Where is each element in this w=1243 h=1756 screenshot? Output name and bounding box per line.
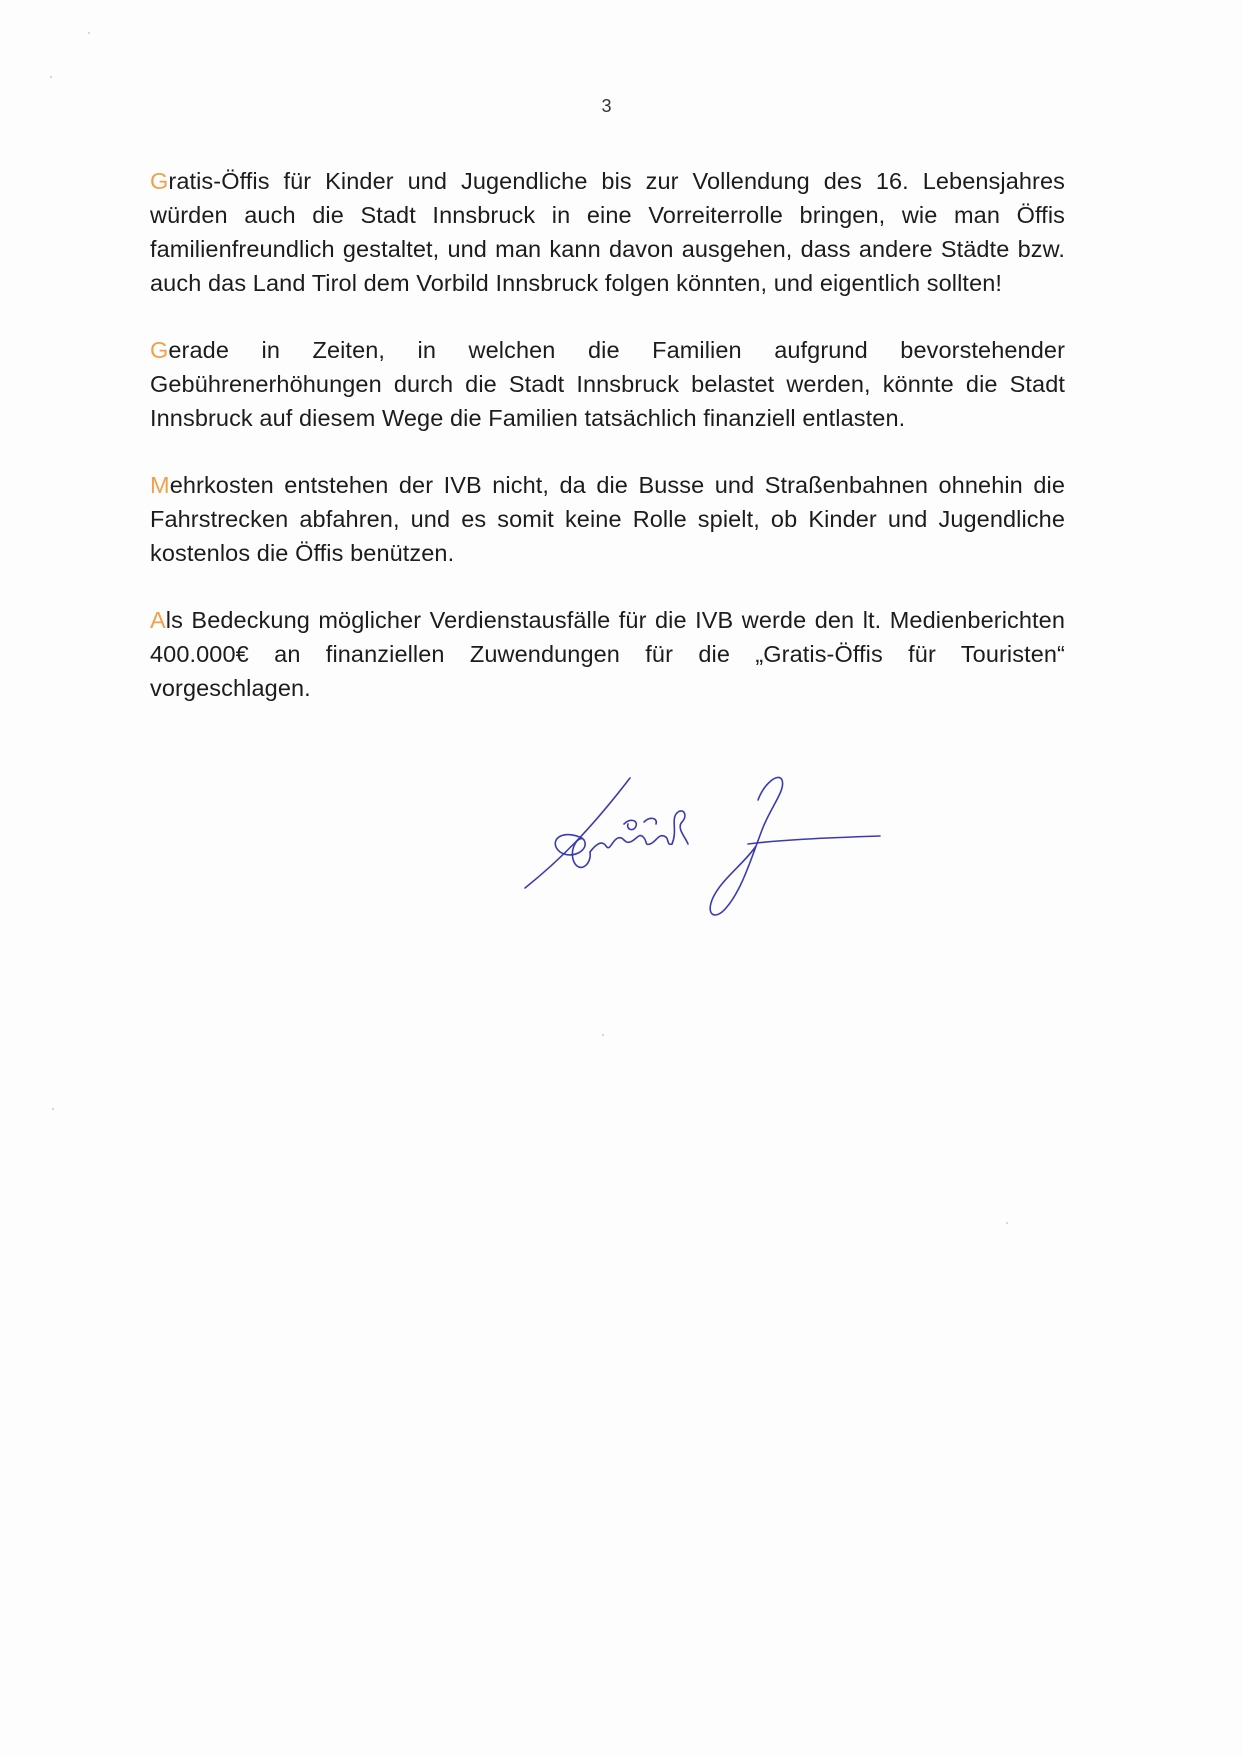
paragraph-initial: G [150,168,169,194]
paragraph-gratis-oeffis [150,164,1065,300]
paragraph-bedeckung [150,603,1065,705]
paragraph-text: ls Bedeckung möglicher Verdienstausfälle für die IVB werde den lt. Medienberichten 400.000€ an finanziellen Zuwendungen für die „Gratis-Öffis für Touristen“ vorgeschlagen. [150,607,1065,701]
scan-speck [1006,1222,1008,1224]
paragraph-initial: M [150,472,170,498]
paragraph-text: ehrkosten entstehen der IVB nicht, da die Busse und Straßenbahnen ohnehin die Fahrstrecken abfahren, und es somit keine Rolle spielt, ob Kinder und Jugendliche kostenlos die Öffis benützen. [150,472,1065,566]
scan-speck [52,1108,54,1110]
paragraph-text: erade in Zeiten, in welchen die Familien aufgrund bevorstehender Gebührenerhöhungen durch die Stadt Innsbruck belastet werden, könnte die Stadt Innsbruck auf diesem Wege die Familien tatsächlich finanziell entlasten. [150,337,1065,431]
paragraph-initial: A [150,607,166,633]
paragraph-gebuehren [150,333,1065,435]
paragraph-mehrkosten [150,468,1065,570]
paragraph-text: ratis-Öffis für Kinder und Jugendliche bis zur Vollendung des 16. Lebensjahres würden auch die Stadt Innsbruck in eine Vorreiterrolle bringen, wie man Öffis familienfreundlich gestaltet, und man kann davon ausgehen, dass andere Städte bzw. auch das Land Tirol dem Vorbild Innsbruck folgen könnten, und eigentlich sollten! [150,168,1065,296]
page-number: 3 [601,96,612,116]
handwritten-signature-icon [520,760,900,930]
scan-speck [50,76,52,78]
scan-speck [602,1034,604,1036]
paragraph-initial: G [150,337,169,363]
letter-body [150,164,1065,738]
scan-speck [88,32,90,34]
